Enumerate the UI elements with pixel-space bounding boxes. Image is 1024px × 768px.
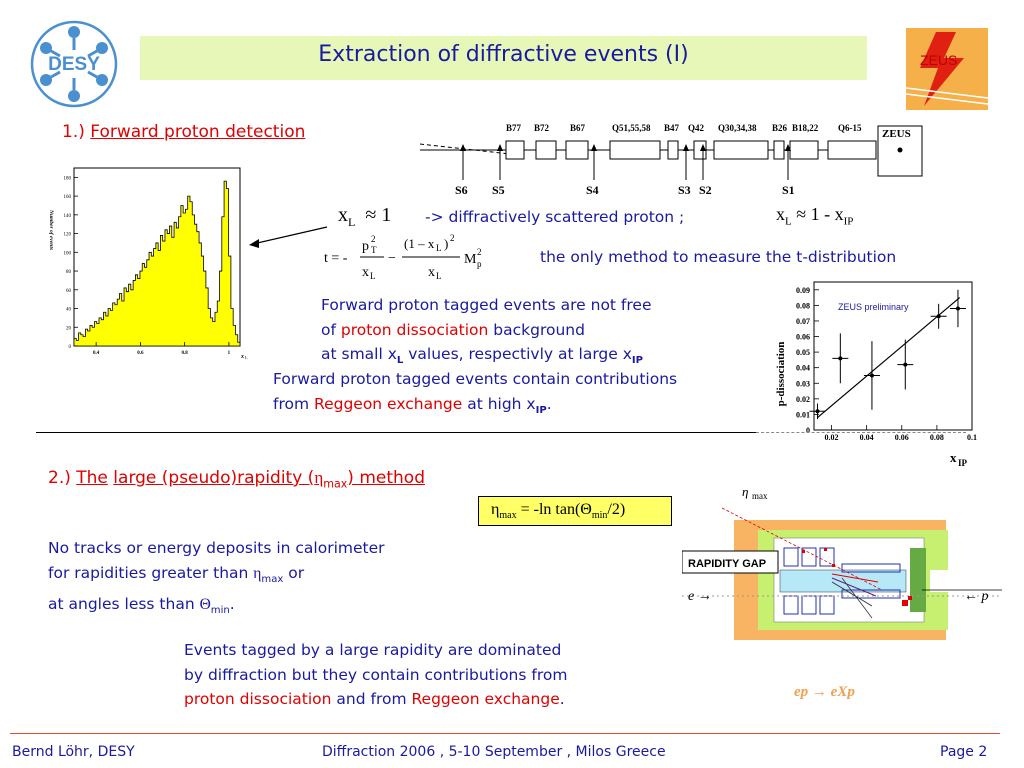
para2-line2 xyxy=(273,392,763,424)
section1-heading xyxy=(62,120,305,144)
t-formula-svg xyxy=(322,232,522,282)
s2-para1-line3-a: at angles less than xyxy=(48,595,200,614)
beamline-label-b67: B67 xyxy=(570,123,586,133)
desy-logo-text: DESY xyxy=(48,54,100,75)
section1-title: Forward proton detection xyxy=(90,122,306,142)
para1-line3-sub-l: L xyxy=(396,355,404,367)
s2-para1-eta: η xyxy=(253,564,262,582)
s2-proton-dissociation-text: proton dissociation xyxy=(184,690,332,708)
pdiss-ytick-label: 0.04 xyxy=(796,363,810,373)
pdiss-chart xyxy=(764,274,984,474)
pdiss-ytick-label: 0.09 xyxy=(796,285,810,295)
histogram-xtick-label: 1 xyxy=(227,351,231,356)
section2-heading xyxy=(48,466,425,496)
svg-text:L: L xyxy=(436,271,442,281)
pdiss-chart-svg xyxy=(764,274,984,474)
para1-line2-c: background xyxy=(488,320,585,339)
electron-beam-label: e → xyxy=(688,589,712,604)
pdiss-xtick-label: 0.06 xyxy=(894,433,909,442)
pdiss-xlabel-sub: IP xyxy=(958,458,967,468)
pdiss-xtick-label: 0.02 xyxy=(824,433,839,442)
section2-title-end: ) method xyxy=(347,468,425,488)
svg-text:2: 2 xyxy=(477,247,482,257)
pdiss-data-point xyxy=(838,356,842,360)
t-formula xyxy=(322,232,522,282)
proton-beam-label: ← p xyxy=(964,589,989,604)
svg-text:L: L xyxy=(370,271,376,281)
pdiss-xtick-label: 0.1 xyxy=(967,433,977,442)
s2-para1-theta: Θ xyxy=(199,596,211,614)
zeus-logo-text: ZEUS xyxy=(920,52,958,68)
svg-text:t = -: t = - xyxy=(324,251,348,266)
station-label-s6: S6 xyxy=(455,183,468,197)
histogram-xtick-label: 0.6 xyxy=(137,351,144,356)
svg-text:p: p xyxy=(362,239,369,254)
histogram-ytick-label: 20 xyxy=(66,326,71,332)
pdiss-data-point xyxy=(956,306,960,310)
beamline-label-q30: Q30,34,38 xyxy=(718,123,757,133)
s2-para1-line2 xyxy=(48,561,488,593)
para2-line2-e: . xyxy=(546,394,552,413)
xl-arrow-text: -> diffractively scattered proton ; xyxy=(425,208,685,226)
beamline-svg xyxy=(420,118,930,200)
station-label-s5: S5 xyxy=(492,183,505,197)
pdiss-xlabel: x xyxy=(950,450,957,465)
s2-para1-line3 xyxy=(48,592,488,624)
station-label-s2: S2 xyxy=(699,183,712,197)
svg-text:x: x xyxy=(362,265,369,280)
s2-para1-line2-d: or xyxy=(283,563,305,582)
beamline-label-b18: B18,22 xyxy=(792,123,819,133)
section-divider-dashed xyxy=(756,432,966,433)
pdiss-xtick-label: 0.08 xyxy=(929,433,944,442)
s2-para2-line3-d: . xyxy=(559,690,565,708)
svg-text:2: 2 xyxy=(371,234,376,244)
zeus-logo xyxy=(906,28,988,110)
page-title: Extraction of diffractive events (I) xyxy=(318,42,689,67)
svg-text:(1 – x: (1 – x xyxy=(404,236,435,251)
section-divider xyxy=(36,432,756,433)
histogram-ytick-label: 100 xyxy=(63,251,71,257)
event-display xyxy=(682,478,1002,708)
pdiss-data-point xyxy=(937,314,941,318)
s2-para1-line1: No tracks or energy deposits in calorimeter xyxy=(48,539,385,557)
station-label-s3: S3 xyxy=(678,183,691,197)
beamline-label-q6: Q6-15 xyxy=(838,123,862,133)
footer-page: Page 2 xyxy=(940,744,988,760)
xl-formula: $x_L \approx 1$ xyxy=(338,204,392,229)
para2-line2-sub-ip: IP xyxy=(535,404,547,416)
section2-paragraph-1 xyxy=(48,536,488,624)
histogram-ytick-label: 80 xyxy=(66,270,71,276)
histogram-xtick-label: 0.4 xyxy=(93,351,100,356)
beamline-label-b26: B26 xyxy=(772,123,788,133)
svg-text:): ) xyxy=(444,236,449,251)
station-label-s1: S1 xyxy=(782,183,795,197)
s2-para1-line3-d: . xyxy=(229,595,235,614)
histogram-ytick-label: 120 xyxy=(63,232,71,238)
xl-formula-2: $x_L \approx 1 - x_{IP}$ xyxy=(776,204,854,228)
para2-line2-a: from xyxy=(273,394,314,413)
footer-author: Bernd Löhr, DESY xyxy=(12,744,135,760)
section1-paragraph-1 xyxy=(321,293,761,374)
svg-text:x: x xyxy=(428,265,435,280)
lightning-icon xyxy=(906,28,988,110)
svg-text:p: p xyxy=(477,259,482,269)
para2-line1: Forward proton tagged events contain contributions xyxy=(273,370,678,388)
t-distribution-note: the only method to measure the t-distribution xyxy=(540,248,897,266)
para1-line3-a: at small x xyxy=(321,345,397,363)
pdiss-data-point xyxy=(903,363,907,367)
svg-text:M: M xyxy=(464,252,477,267)
section2-title-sub: max xyxy=(323,477,348,491)
s2-para1-theta-sub: min xyxy=(210,605,230,617)
footer-rule xyxy=(10,733,1000,734)
xl-histogram xyxy=(40,160,255,360)
pdiss-legend: ZEUS preliminary xyxy=(838,302,909,312)
eta-max-formula-box: $\eta_{max} = -\ln$ $\tan(\Theta_{min}/2)$ xyxy=(478,496,672,526)
histogram-xtick-label: 0.8 xyxy=(181,351,188,356)
pdiss-ytick-label: 0.05 xyxy=(796,348,810,358)
eta-max-label-sub: max xyxy=(752,491,768,501)
histogram-xlabel-sub: L xyxy=(245,355,248,360)
section1-paragraph-2 xyxy=(273,367,763,423)
detector-label: ZEUS xyxy=(882,128,911,140)
pdiss-ytick-label: 0.03 xyxy=(796,379,810,389)
pdiss-data-point xyxy=(870,373,874,377)
event-display-svg xyxy=(682,478,1002,708)
para1-line2 xyxy=(321,318,761,343)
pdiss-ytick-label: 0.02 xyxy=(796,394,810,404)
pdiss-ytick-label: 0.07 xyxy=(796,316,810,326)
pdiss-ytick-label: 0.06 xyxy=(796,332,810,342)
rapidity-gap-label: RAPIDITY GAP xyxy=(688,558,767,570)
s2-para1-line2-a: for rapidities greater than xyxy=(48,563,254,582)
s2-reggeon-exchange-text: Reggeon exchange xyxy=(411,690,560,708)
histogram-ytick-label: 60 xyxy=(66,288,71,294)
beamline-label-q51: Q51,55,58 xyxy=(612,123,651,133)
para1-line3-sub-ip: IP xyxy=(631,355,644,367)
section2-the: The xyxy=(76,468,108,488)
histogram-ytick-label: 40 xyxy=(66,307,71,313)
s2-para2-line1: Events tagged by a large rapidity are dominated xyxy=(184,641,562,659)
section1-number: 1.) xyxy=(62,122,85,142)
beamline-label-b72: B72 xyxy=(534,123,550,133)
histogram-ytick-label: 140 xyxy=(63,213,71,219)
s2-para2-line3-b: and from xyxy=(331,690,412,708)
histogram-ytick-label: 160 xyxy=(63,195,71,201)
pdiss-ytick-label: 0.08 xyxy=(796,301,810,311)
pdiss-ytick-label: 0.01 xyxy=(796,410,810,420)
svg-text:T: T xyxy=(371,245,377,255)
pdiss-ytick-label: 0 xyxy=(806,426,810,435)
pdiss-xtick-label: 0.04 xyxy=(859,433,874,442)
s2-para2-line2: by diffraction but they contain contributions from xyxy=(184,665,568,684)
section2-number: 2.) xyxy=(48,468,71,488)
s2-para1-eta-sub: max xyxy=(261,573,284,585)
footer-conference: Diffraction 2006 , 5-10 September , Milos Greece xyxy=(322,744,666,760)
process-label: ep → eXp xyxy=(794,684,855,700)
section2-title-eta: η xyxy=(314,468,324,487)
para1-line3-c: values, respectivly at large x xyxy=(403,345,632,363)
histogram-xlabel: x xyxy=(241,354,244,360)
svg-text:−: − xyxy=(388,251,396,266)
svg-text:2: 2 xyxy=(450,233,455,243)
proton-dissociation-text: proton dissociation xyxy=(340,320,489,339)
section2-title xyxy=(113,468,425,491)
para1-line2-a: of xyxy=(321,320,341,339)
eta-max-label: η xyxy=(742,484,749,499)
beamline-diagram xyxy=(420,118,930,200)
section2-title-main: large (pseudo)rapidity ( xyxy=(113,468,315,488)
desy-logo xyxy=(28,18,120,110)
section2-paragraph-2 xyxy=(184,638,674,712)
station-label-s4: S4 xyxy=(586,183,599,197)
histogram-ylabel: Number of events xyxy=(48,210,54,251)
beamline-label-q42: Q42 xyxy=(688,123,705,133)
xl-histogram-plot xyxy=(40,160,255,360)
beamline-label-b77: B77 xyxy=(506,123,522,133)
histogram-ytick-label: 0 xyxy=(68,345,71,350)
beamline-label-b47: B47 xyxy=(664,123,680,133)
pdiss-ylabel: p-dissociation xyxy=(775,341,787,407)
reggeon-exchange-text: Reggeon exchange xyxy=(314,394,463,413)
svg-text:L: L xyxy=(436,243,442,253)
para1-line1: Forward proton tagged events are not free xyxy=(321,296,652,314)
s2-para2-line3 xyxy=(184,687,674,712)
histogram-ytick-label: 180 xyxy=(63,176,71,182)
para2-line2-c: at high x xyxy=(462,394,536,413)
pdiss-data-point xyxy=(816,409,820,413)
